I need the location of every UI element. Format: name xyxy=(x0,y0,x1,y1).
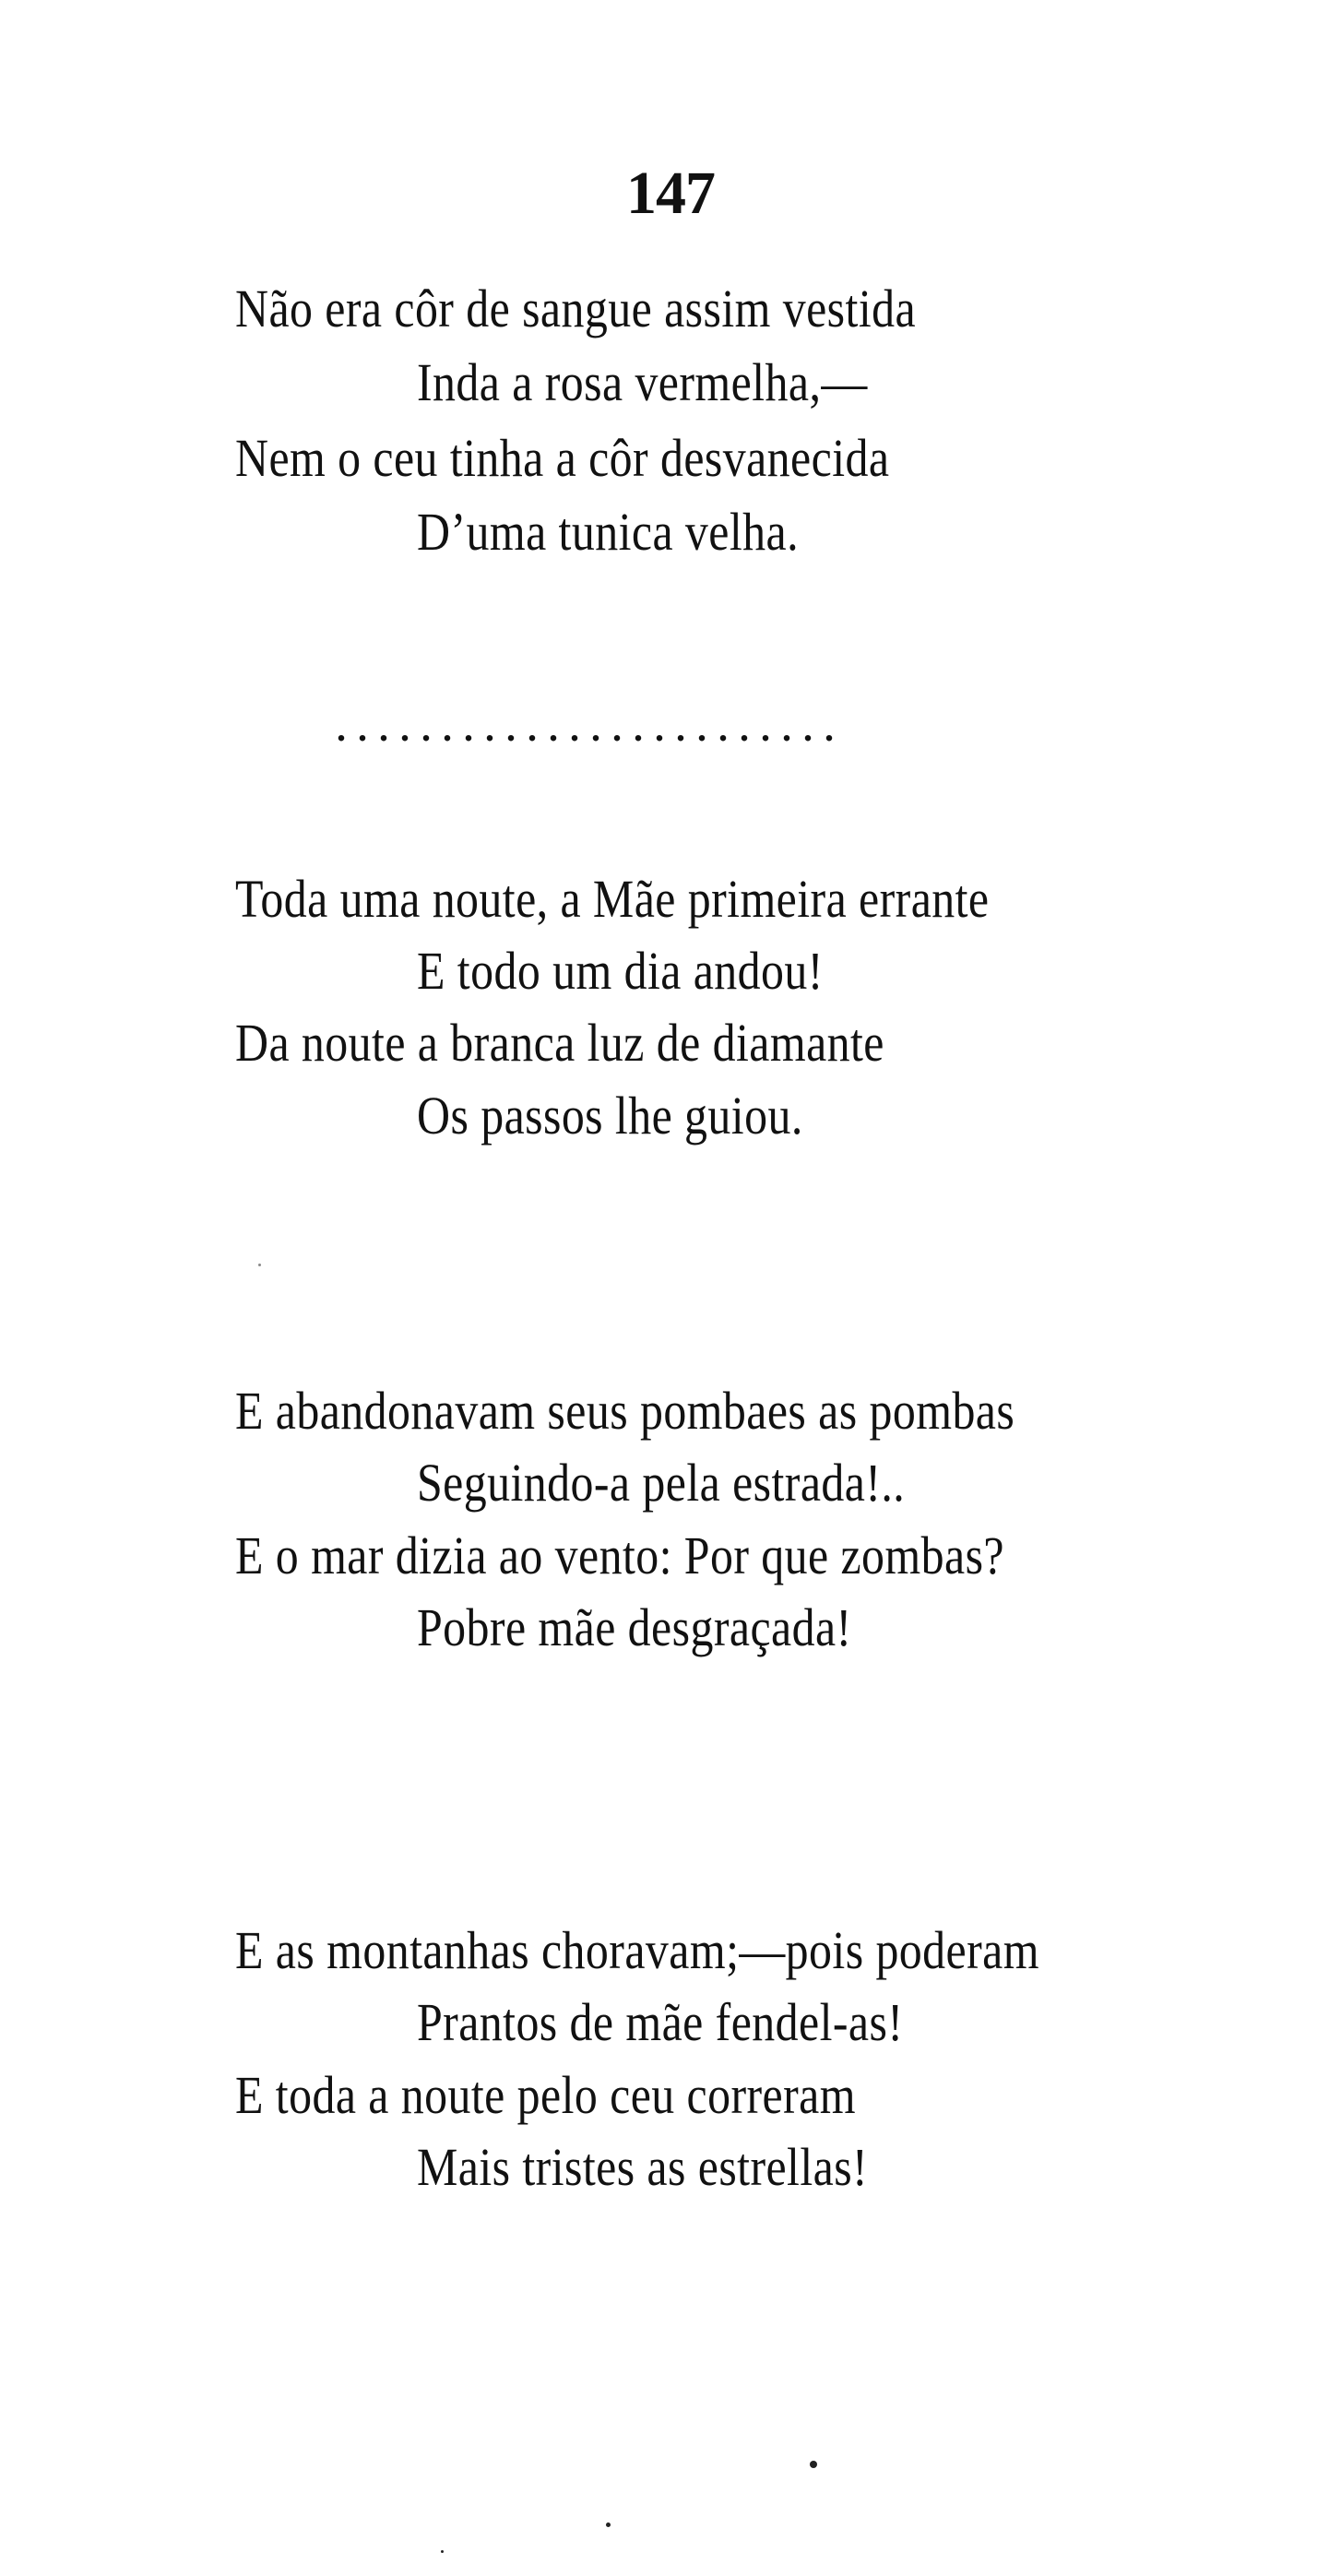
stanza-1-line-4: D’uma tunica velha. xyxy=(417,502,799,562)
stanza-4-line-3: E toda a noute pelo ceu correram xyxy=(235,2065,856,2125)
stanza-1-line-3: Nem o ceu tinha a côr desvanecida xyxy=(235,428,890,488)
stanza-2-line-4: Os passos lhe guiou. xyxy=(417,1086,803,1146)
stanza-3-line-1: E abandonavam seus pombaes as pombas xyxy=(235,1381,1015,1441)
stanza-1-line-2: Inda a rosa vermelha,— xyxy=(417,352,868,412)
stanza-1-line-1: Não era côr de sangue assim vestida xyxy=(235,279,917,338)
stanza-2-line-1: Toda uma noute, a Mãe primeira errante xyxy=(235,869,990,929)
stanza-3-line-3: E o mar dizia ao vento: Por que zombas? xyxy=(235,1525,1004,1585)
stanza-3-line-4: Pobre mãe desgraçada! xyxy=(417,1597,852,1657)
stanza-4-line-1: E as montanhas choravam;—pois poderam xyxy=(235,1920,1039,1980)
stanza-2-line-3: Da noute a branca luz de diamante xyxy=(235,1013,884,1073)
stanza-3-line-2: Seguindo-a pela estrada!.. xyxy=(417,1453,906,1513)
ink-speck xyxy=(441,2550,444,2553)
ink-speck xyxy=(810,2461,817,2468)
stanza-2-line-2: E todo um dia andou! xyxy=(417,941,824,1001)
stanza-4-line-2: Prantos de mãe fendel-as! xyxy=(417,1992,904,2052)
ellipsis-separator: ........................ xyxy=(337,707,846,749)
ink-speck xyxy=(258,1264,261,1266)
ink-speck xyxy=(606,2523,611,2527)
stanza-4-line-4: Mais tristes as estrellas! xyxy=(417,2137,869,2197)
page-number: 147 xyxy=(626,160,715,227)
